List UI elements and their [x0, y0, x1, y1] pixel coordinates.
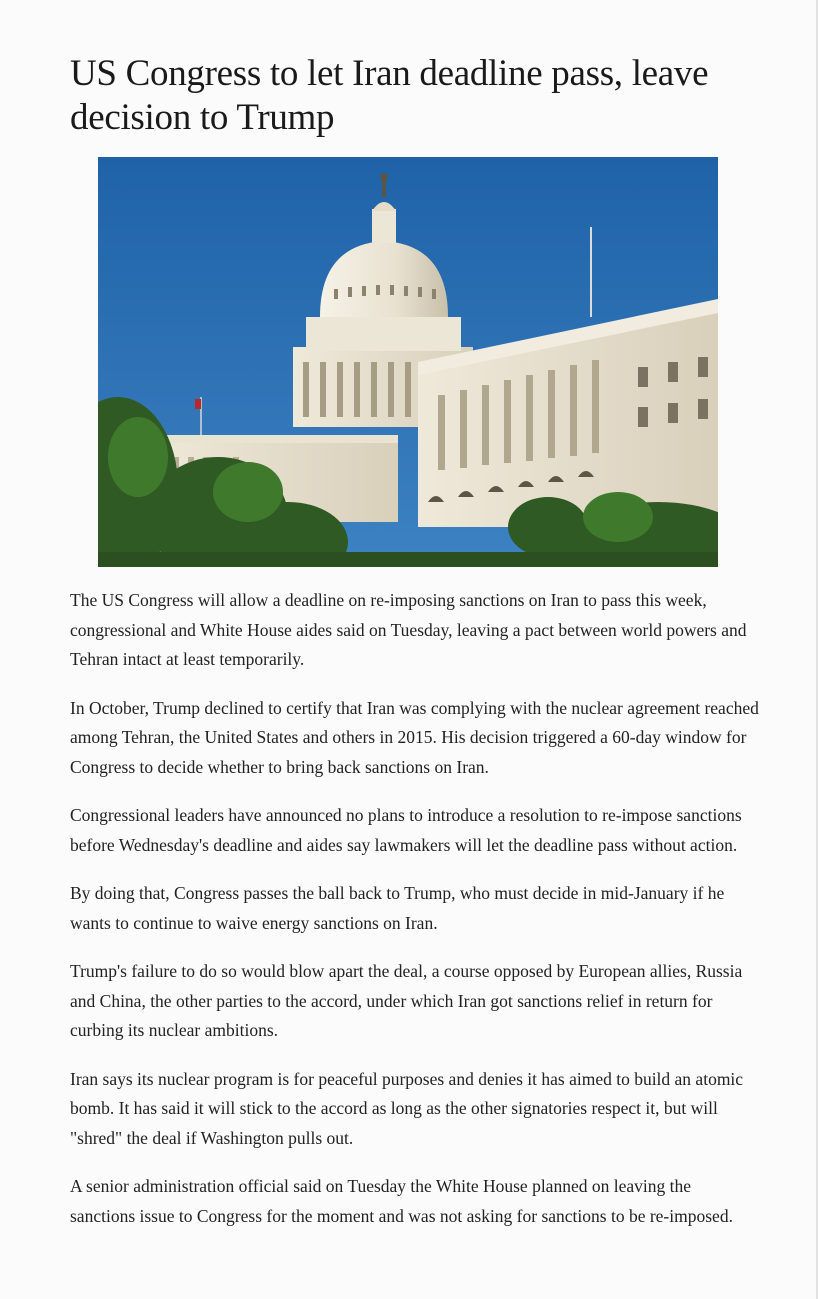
article-body: [70, 586, 760, 1231]
article-paragraph: In October, Trump declined to certify that Iran was complying with the nuclear agreement reached among Tehran, the United States and others in 2015. His decision triggered a 60-day window for Congress to decide whether to bring back sanctions on Iran.: [70, 697, 759, 777]
article: [70, 52, 760, 1250]
article-paragraph: By doing that, Congress passes the ball back to Trump, who must decide in mid-January if he wants to continue to waive energy sanctions on Iran.: [70, 883, 725, 933]
capitol-building-photo: [98, 157, 718, 567]
article-paragraph: Congressional leaders have announced no plans to introduce a resolution to re-impose sanctions before Wednesday's deadline and aides say lawmakers will let the deadline pass without action.: [70, 805, 742, 855]
article-paragraph: Trump's failure to do so would blow apart the deal, a course opposed by European allies, Russia and China, the other parties to the accord, under which Iran got sanctions relief in return for curbing its nuclear ambitions.: [70, 961, 743, 1040]
article-image: [98, 157, 718, 567]
article-title: US Congress to let Iran deadline pass, leave decision to Trump: [70, 53, 709, 138]
article-paragraph: The US Congress will allow a deadline on re-imposing sanctions on Iran to pass this week, congressional and White House aides said on Tuesday, leaving a pact between world powers and Tehran intact at least temporarily.: [70, 590, 747, 669]
article-paragraph: A senior administration official said on Tuesday the White House planned on leaving the sanctions issue to Congress for the moment and was not asking for sanctions to be re-imposed.: [70, 1176, 733, 1226]
article-paragraph: Iran says its nuclear program is for peaceful purposes and denies it has aimed to build an atomic bomb. It has said it will stick to the accord as long as the other signatories respect it, but will "shred" the deal if Washington pulls out.: [70, 1068, 744, 1148]
